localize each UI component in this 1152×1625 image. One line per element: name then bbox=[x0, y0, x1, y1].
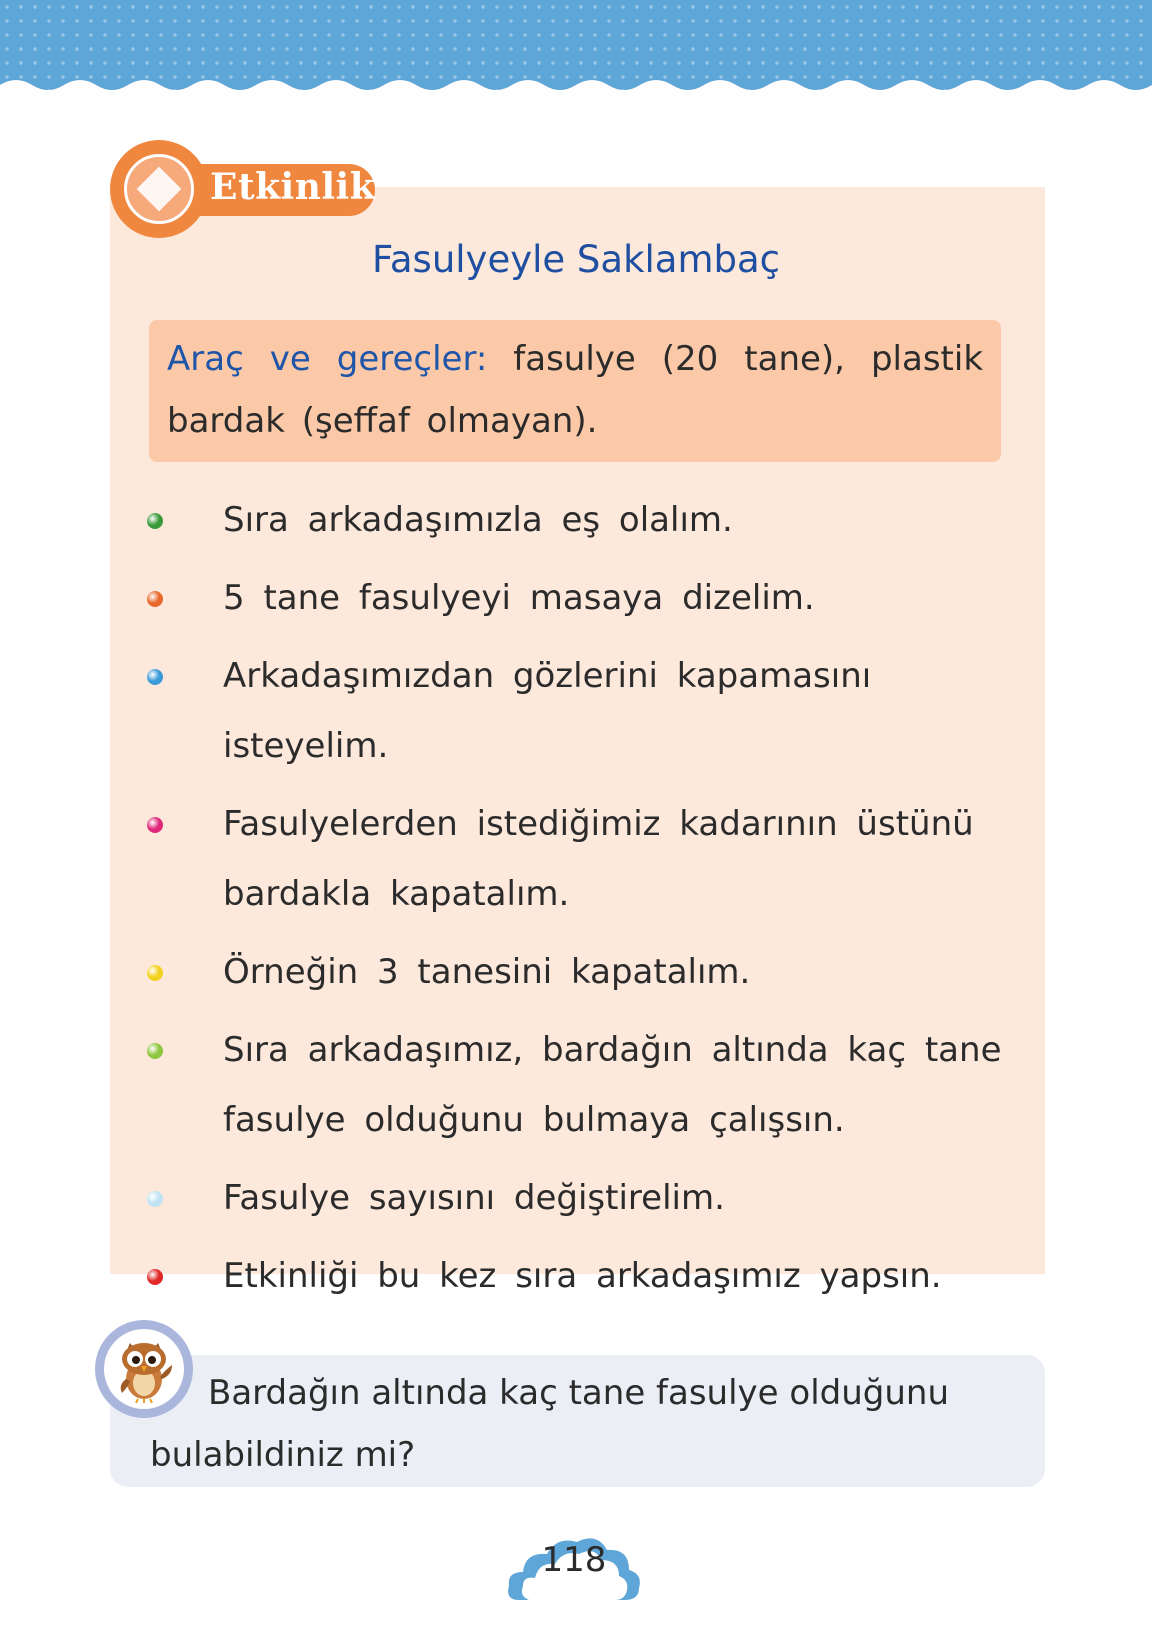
list-item bbox=[145, 789, 1015, 929]
puzzle-icon bbox=[136, 166, 182, 212]
bullet-dot-icon bbox=[147, 669, 163, 685]
activity-title: Fasulyeyle Saklambaç bbox=[371, 238, 780, 281]
step-text: Sıra arkadaşımızla eş olalım. bbox=[223, 500, 733, 540]
badge-circle bbox=[110, 140, 208, 238]
question-text: Bardağın altında kaç tane fasulye olduğunu bulabildiniz mi? bbox=[150, 1373, 950, 1475]
list-item bbox=[145, 485, 1015, 555]
materials-label: Araç ve gereçler: bbox=[167, 339, 488, 379]
materials-text bbox=[167, 328, 983, 452]
list-item bbox=[145, 1241, 1015, 1311]
materials-box bbox=[149, 320, 1001, 462]
owl-icon bbox=[110, 1335, 178, 1403]
list-item bbox=[145, 1015, 1015, 1155]
step-text: Örneğin 3 tanesini kapatalım. bbox=[223, 952, 751, 992]
bullet-dot-icon bbox=[147, 965, 163, 981]
list-item bbox=[145, 1163, 1015, 1233]
step-text: Sıra arkadaşımız, bardağın altında kaç tane fasulye olduğunu bulmaya çalışsın. bbox=[223, 1030, 1002, 1140]
bullet-dot-icon bbox=[147, 1191, 163, 1207]
step-text: Arkadaşımızdan gözlerini kapamasını isteyelim. bbox=[223, 656, 872, 766]
list-item bbox=[145, 937, 1015, 1007]
step-text: 5 tane fasulyeyi masaya dizelim. bbox=[223, 578, 815, 618]
owl-badge bbox=[95, 1320, 193, 1418]
bullet-dot-icon bbox=[147, 1269, 163, 1285]
bullet-dot-icon bbox=[147, 513, 163, 529]
step-text: Etkinliği bu kez sıra arkadaşımız yapsın. bbox=[223, 1256, 942, 1296]
steps-list bbox=[145, 485, 1015, 1311]
badge-label: Etkinlik bbox=[210, 166, 376, 208]
bullet-dot-icon bbox=[147, 591, 163, 607]
step-text: Fasulye sayısını değiştirelim. bbox=[223, 1178, 725, 1218]
activity-badge bbox=[110, 140, 380, 238]
step-text: Fasulyelerden istediğimiz kadarının üstünü bardakla kapatalım. bbox=[223, 804, 974, 914]
wave-edge bbox=[0, 75, 1152, 97]
list-item bbox=[145, 563, 1015, 633]
materials-list: fasulye (20 tane), plastik bardak (şeffaf olmayan). bbox=[167, 339, 984, 441]
page-number: 118 bbox=[541, 1540, 607, 1580]
bullet-dot-icon bbox=[147, 1043, 163, 1059]
bullet-dot-icon bbox=[147, 817, 163, 833]
list-item bbox=[145, 641, 1015, 781]
header-wave-band bbox=[0, 0, 1152, 96]
